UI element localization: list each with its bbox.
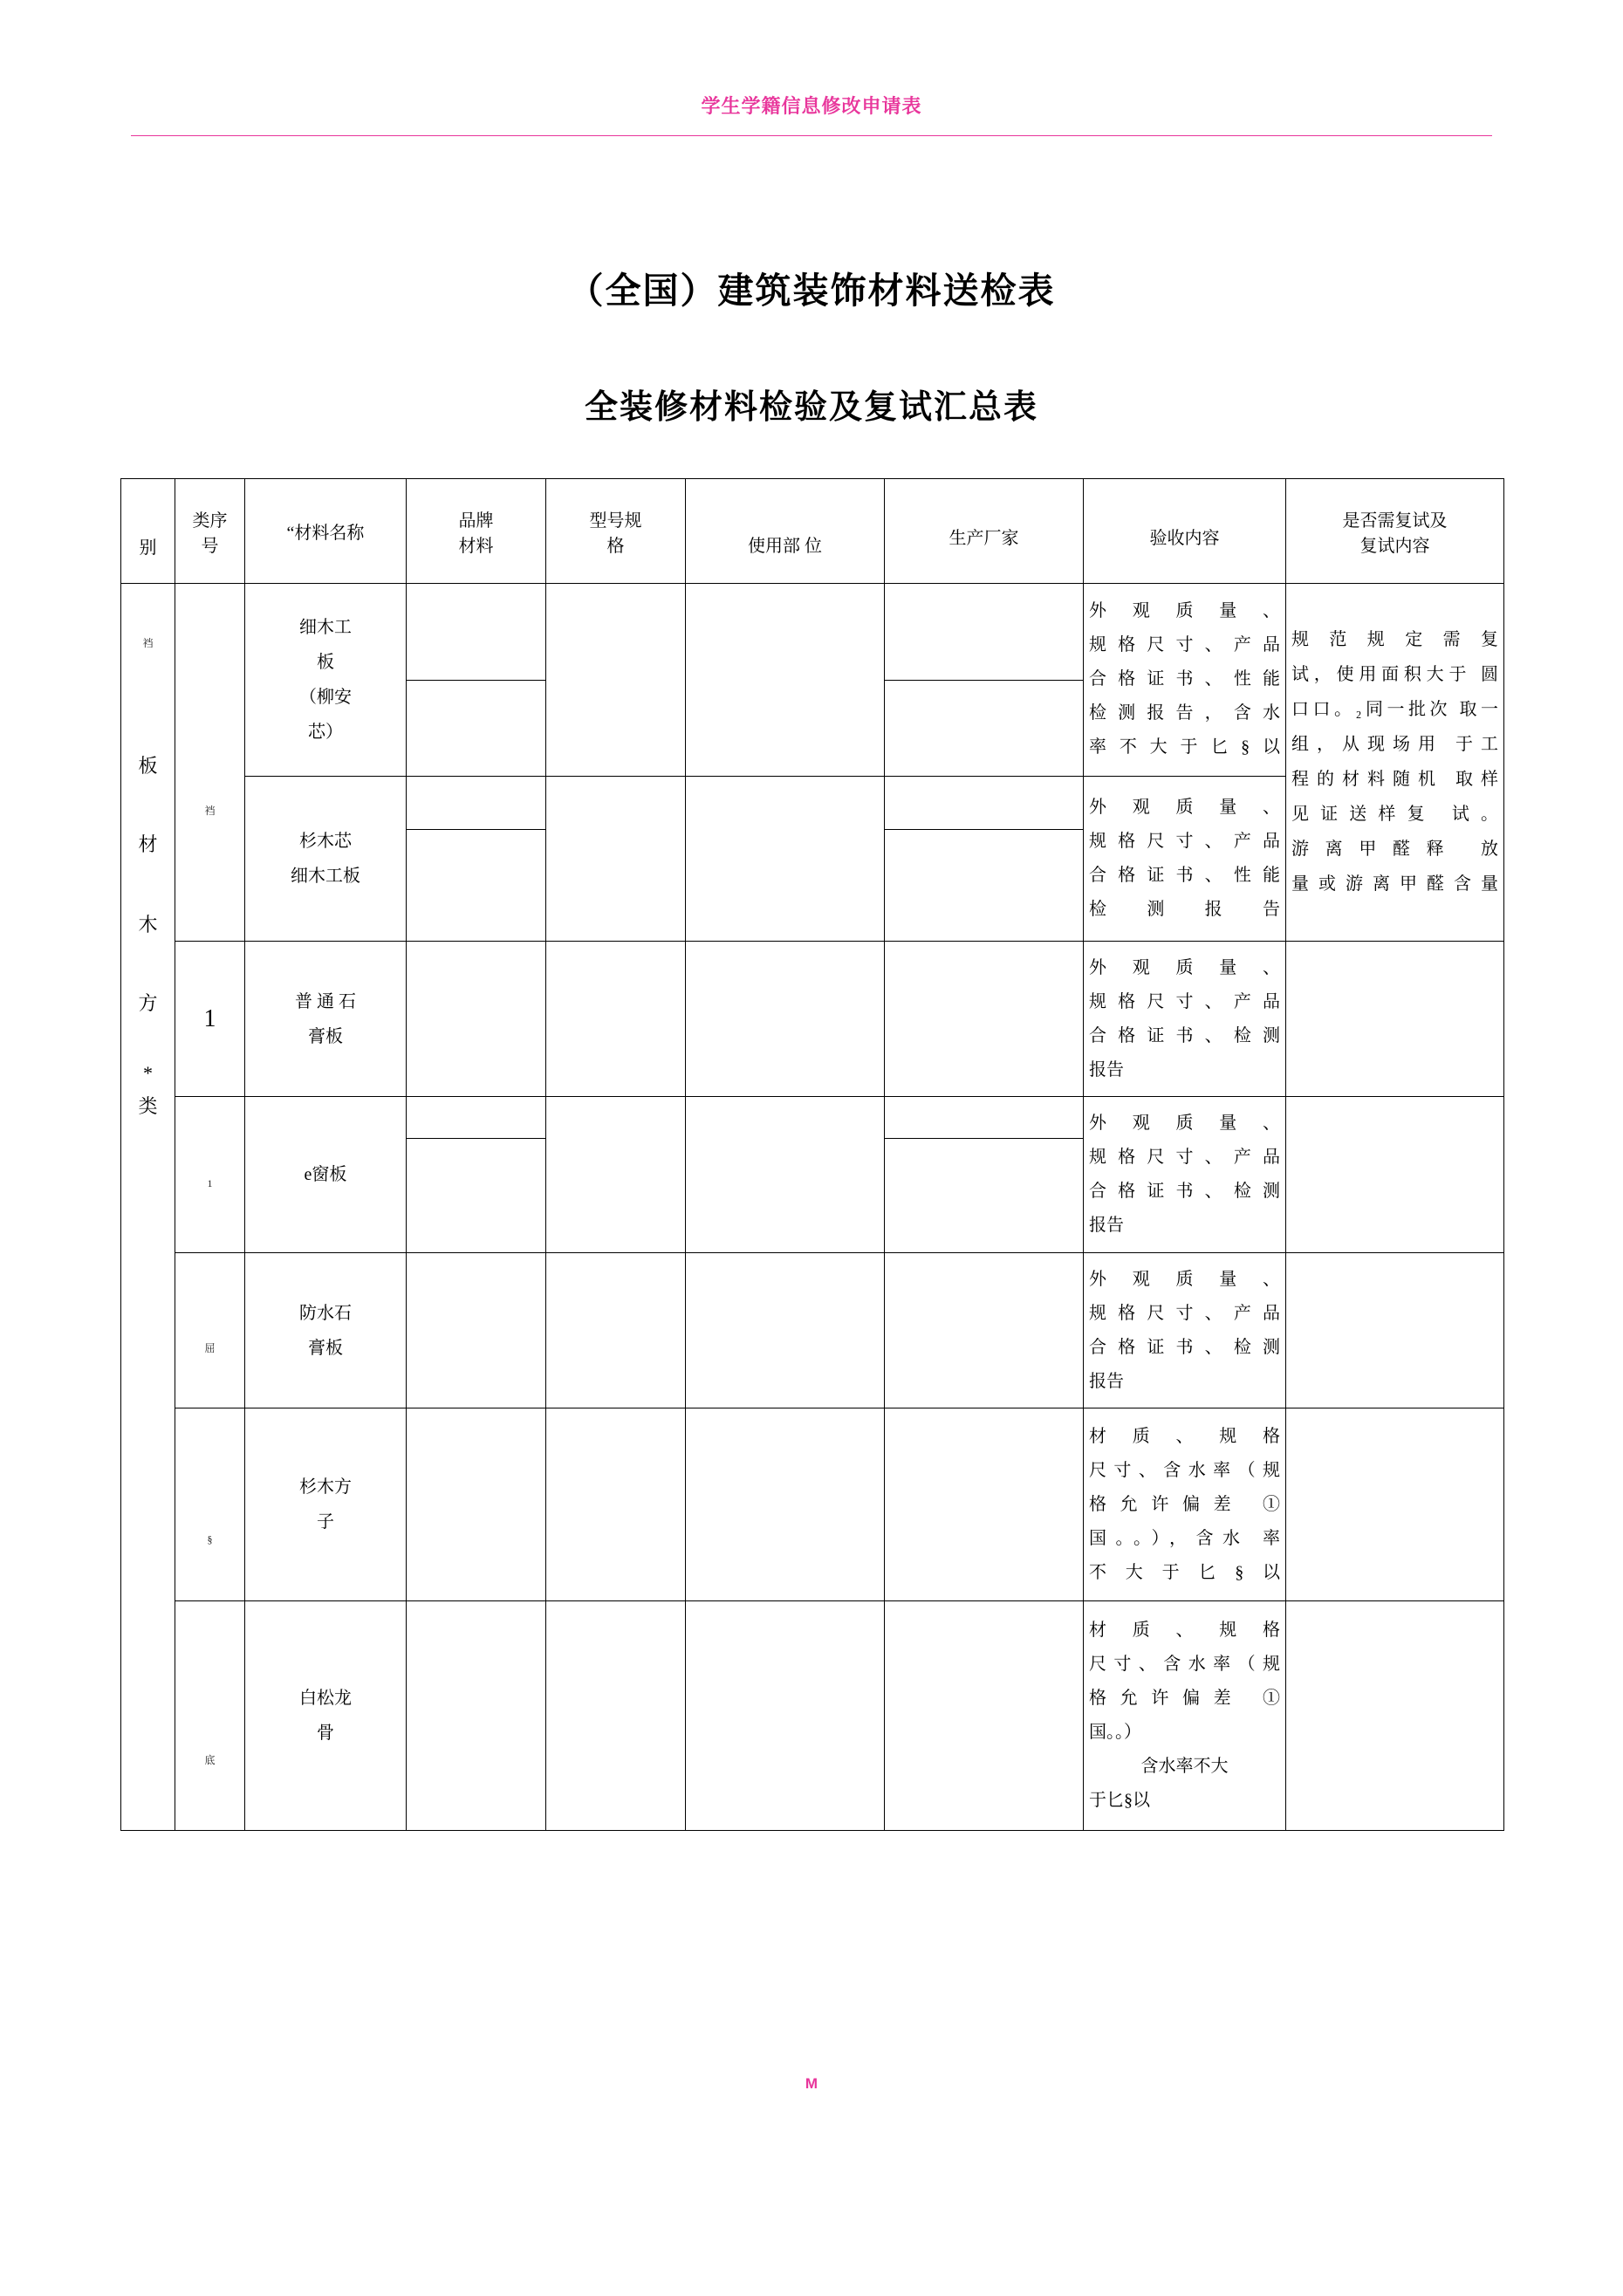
category-mark-3: 材 — [138, 833, 158, 855]
row-seq-label: 裆 — [204, 804, 216, 817]
row-position-cell[interactable] — [686, 1097, 885, 1252]
row-brand-cell[interactable] — [407, 1601, 546, 1831]
acceptance-line-0: 材质、规格 — [1089, 1426, 1280, 1446]
table-row — [121, 1601, 1504, 1831]
retest-line-0: 规范规定需复 — [1291, 630, 1498, 650]
acceptance-line-1: 尺寸、含水率（规 — [1089, 1655, 1280, 1675]
header-cell-factory — [885, 479, 1084, 584]
row-retest-cell[interactable] — [1286, 1601, 1504, 1831]
header-cell-model-line2: 格 — [606, 536, 625, 556]
acceptance-line-3: 检测报告 — [1089, 899, 1280, 919]
row-factory-cell[interactable] — [885, 941, 1084, 1096]
row-category-cell — [121, 584, 175, 1831]
acceptance-line-3: 报告 — [1089, 1216, 1124, 1236]
row-factory-cell[interactable] — [885, 1601, 1084, 1831]
acceptance-line-3: 国。。） — [1089, 1723, 1141, 1743]
acceptance-line-2: 合格证书、性能 — [1089, 865, 1280, 885]
row-seq-label: 1 — [203, 1004, 216, 1032]
row-acceptance-cell — [1084, 1097, 1286, 1252]
row-material-name — [245, 1601, 407, 1831]
row-seq-cell — [175, 1601, 245, 1831]
table-row — [121, 941, 1504, 1096]
retest-line-7: 量或游离甲醛含量 — [1291, 874, 1498, 894]
acceptance-line-3: 报告 — [1089, 1059, 1124, 1079]
row-material-name — [245, 941, 407, 1096]
brand-split-line — [407, 829, 545, 830]
document-title: （全国）建筑装饰材料送检表 — [567, 271, 1056, 311]
acceptance-line-0: 材质、规格 — [1089, 1621, 1280, 1641]
table-header-row — [121, 479, 1504, 584]
category-mark-0: 裆 — [142, 637, 154, 649]
header-cell-position — [686, 479, 885, 584]
row-seq-cell — [175, 584, 245, 942]
row-brand-cell[interactable] — [407, 1097, 546, 1252]
acceptance-line-3: 报告 — [1089, 1371, 1124, 1391]
material-name-line-1: 膏板 — [308, 1026, 343, 1046]
row-retest-cell — [1286, 584, 1504, 942]
row-seq-cell — [175, 941, 245, 1096]
row-brand-cell[interactable] — [407, 584, 546, 777]
row-position-cell[interactable] — [686, 584, 885, 777]
header-watermark-text: 学生学籍信息修改申请表 — [701, 95, 922, 117]
row-factory-cell[interactable] — [885, 1252, 1084, 1408]
retest-line-2: 口口。₂同一批次 取一 — [1291, 700, 1498, 720]
row-seq-label: 底 — [204, 1753, 216, 1766]
acceptance-line-0: 外观质量、 — [1089, 1269, 1280, 1289]
acceptance-line-3: 检测报告，含水 — [1089, 703, 1280, 723]
factory-split-line — [885, 1138, 1083, 1139]
row-material-name — [245, 1252, 407, 1408]
row-brand-cell[interactable] — [407, 1408, 546, 1601]
row-retest-cell[interactable] — [1286, 1097, 1504, 1252]
header-cell-seq-line2: 号 — [201, 536, 219, 556]
acceptance-line-1: 尺寸、含水率（规 — [1089, 1460, 1280, 1480]
row-acceptance-cell — [1084, 1408, 1286, 1601]
acceptance-line-1: 规格尺寸、产品 — [1089, 635, 1280, 655]
acceptance-line-4: 不大于匕§以 — [1089, 1562, 1280, 1582]
row-material-name — [245, 584, 407, 777]
material-name-line-0: 杉木芯 — [299, 831, 352, 851]
row-position-cell[interactable] — [686, 1601, 885, 1831]
header-cell-brand — [407, 479, 546, 584]
acceptance-line-1: 规格尺寸、产品 — [1089, 1148, 1280, 1168]
material-name-line-1: 细木工板 — [291, 866, 360, 886]
material-name-line-0: 细木工 — [299, 617, 352, 637]
acceptance-line-2: 合格证书、检测 — [1089, 1025, 1280, 1045]
acceptance-line-2: 合格证书、检测 — [1089, 1182, 1280, 1202]
header-cell-factory-label: 生产厂家 — [948, 529, 1019, 548]
table-row — [121, 1408, 1504, 1601]
factory-split-line — [885, 829, 1083, 830]
acceptance-line-0: 外观质量、 — [1089, 957, 1280, 977]
header-cell-retest-line2: 复试内容 — [1359, 536, 1430, 556]
row-material-name — [245, 776, 407, 941]
header-cell-retest — [1286, 479, 1504, 584]
acceptance-line-1: 规格尺寸、产品 — [1089, 831, 1280, 851]
row-position-cell[interactable] — [686, 1408, 885, 1601]
document-subtitle: 全装修材料检验及复试汇总表 — [584, 389, 1038, 426]
material-name-line-3: 芯） — [308, 722, 343, 742]
row-retest-cell[interactable] — [1286, 1252, 1504, 1408]
acceptance-line-3: 国。。），含水 率 — [1089, 1528, 1280, 1548]
acceptance-line-2: 格允许偏差 ① — [1089, 1494, 1280, 1514]
row-brand-cell[interactable] — [407, 1252, 546, 1408]
row-factory-cell[interactable] — [885, 1408, 1084, 1601]
header-cell-seq — [175, 479, 245, 584]
category-mark-5: 方 — [138, 992, 158, 1014]
header-cell-model-line1: 型号规 — [589, 511, 642, 531]
row-acceptance-cell — [1084, 776, 1286, 941]
row-material-name — [245, 1408, 407, 1601]
header-cell-material-name: “材料名称 — [245, 479, 407, 584]
acceptance-line-4: 率不大于匕§以 — [1089, 737, 1280, 757]
row-model-cell[interactable] — [546, 1601, 686, 1831]
brand-split-line — [407, 1138, 545, 1139]
acceptance-line-4: 含水率不大 — [1140, 1757, 1229, 1777]
factory-split-line — [885, 680, 1083, 681]
header-cell-position-label: 使用部 位 — [748, 537, 822, 556]
row-retest-cell[interactable] — [1286, 941, 1504, 1096]
row-seq-label: § — [207, 1532, 213, 1546]
material-name-line-1: 骨 — [317, 1724, 334, 1744]
category-mark-4: 木 — [138, 914, 158, 936]
row-factory-cell[interactable] — [885, 1097, 1084, 1252]
acceptance-line-0: 外观质量、 — [1089, 1114, 1280, 1134]
row-factory-cell[interactable] — [885, 776, 1084, 941]
material-name-line-1: 子 — [317, 1512, 334, 1532]
header-cell-seq-line1: 类序 — [192, 511, 228, 531]
header-cell-retest-line1: 是否需复试及 — [1342, 511, 1448, 531]
acceptance-line-0: 外观质量、 — [1089, 601, 1280, 621]
material-name-line-0: e窗板 — [304, 1165, 347, 1185]
row-factory-cell[interactable] — [885, 584, 1084, 777]
row-acceptance-cell — [1084, 1252, 1286, 1408]
category-mark-6: * — [143, 1062, 153, 1084]
row-model-cell[interactable] — [546, 941, 686, 1096]
acceptance-line-1: 规格尺寸、产品 — [1089, 991, 1280, 1011]
row-seq-cell — [175, 1252, 245, 1408]
header-cell-model — [546, 479, 686, 584]
header-cell-category-label: 别 — [139, 538, 157, 558]
row-seq-cell — [175, 1408, 245, 1601]
header-cell-brand-line2: 材料 — [458, 536, 494, 556]
acceptance-line-0: 外观质量、 — [1089, 797, 1280, 817]
row-acceptance-cell — [1084, 1601, 1286, 1831]
retest-line-6: 游离甲醛释 放 — [1291, 840, 1498, 860]
acceptance-line-5: 于匕§以 — [1089, 1791, 1150, 1811]
row-seq-label: 屈 — [204, 1342, 216, 1355]
table-row — [121, 1252, 1504, 1408]
row-model-cell[interactable] — [546, 1252, 686, 1408]
acceptance-line-1: 规格尺寸、产品 — [1089, 1303, 1280, 1323]
retest-line-5: 见证送样复 试。 — [1291, 805, 1498, 825]
acceptance-line-2: 合格证书、检测 — [1089, 1337, 1280, 1357]
row-acceptance-cell — [1084, 584, 1286, 777]
header-cell-acceptance-label: 验收内容 — [1149, 529, 1220, 548]
row-position-cell[interactable] — [686, 776, 885, 941]
material-name-line-0: 杉木方 — [299, 1477, 352, 1498]
row-position-cell[interactable] — [686, 1252, 885, 1408]
category-mark-7: 类 — [138, 1095, 158, 1117]
row-model-cell[interactable] — [546, 1097, 686, 1252]
retest-line-1: 试，使用面积大于 圆 — [1291, 665, 1498, 685]
row-model-cell[interactable] — [546, 1408, 686, 1601]
row-model-cell[interactable] — [546, 584, 686, 777]
row-brand-cell[interactable] — [407, 941, 546, 1096]
material-name-line-1: 膏板 — [308, 1338, 343, 1358]
row-brand-cell[interactable] — [407, 776, 546, 941]
material-name-line-2: （柳安 — [299, 687, 352, 707]
row-seq-label: 1 — [207, 1176, 213, 1189]
retest-line-4: 程的材料随机 取样 — [1291, 770, 1498, 790]
category-mark-1: 板 — [138, 755, 158, 777]
acceptance-line-2: 合格证书、性能 — [1089, 669, 1280, 689]
header-cell-acceptance — [1084, 479, 1286, 584]
material-name-line-1: 板 — [317, 652, 334, 672]
row-retest-cell[interactable] — [1286, 1408, 1504, 1601]
material-name-line-0: 白松龙 — [299, 1689, 352, 1709]
header-cell-category — [121, 479, 175, 584]
materials-table — [120, 478, 1504, 1831]
row-material-name — [245, 1097, 407, 1252]
acceptance-line-2: 格允许偏差 ① — [1089, 1689, 1280, 1709]
material-name-line-0: 普 通 石 — [295, 991, 356, 1011]
row-position-cell[interactable] — [686, 941, 885, 1096]
header-cell-brand-line1: 品牌 — [458, 511, 494, 531]
row-acceptance-cell — [1084, 941, 1286, 1096]
row-model-cell[interactable] — [546, 776, 686, 941]
table-row — [121, 584, 1504, 777]
brand-split-line — [407, 680, 545, 681]
retest-line-3: 组，从现场用 于工 — [1291, 735, 1498, 755]
page-header — [0, 0, 1623, 140]
table-row — [121, 1097, 1504, 1252]
row-seq-cell — [175, 1097, 245, 1252]
page-number: M — [805, 2075, 818, 2092]
header-divider — [131, 135, 1492, 136]
material-name-line-0: 防水石 — [299, 1303, 352, 1323]
